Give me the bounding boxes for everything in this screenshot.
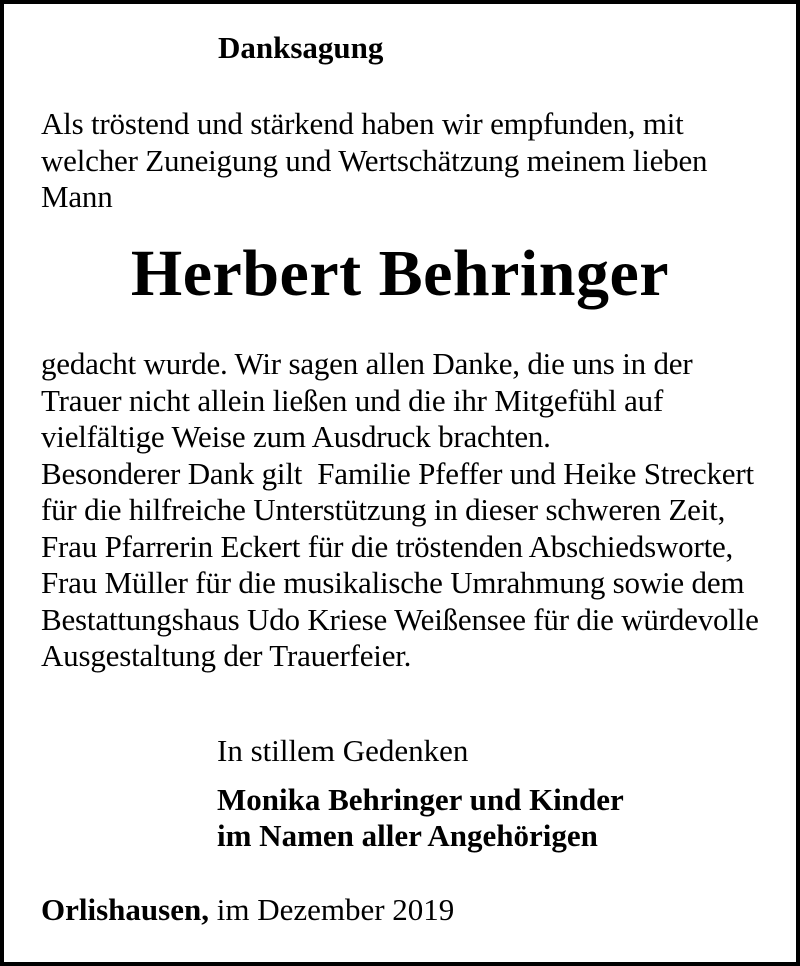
signer-line: Monika Behringer und Kinder bbox=[217, 782, 624, 817]
intro-line: welcher Zuneigung und Wertschätzung meinem lieben bbox=[41, 142, 708, 178]
body-line: Bestattungshaus Udo Kriese Weißensee für die würdevolle bbox=[41, 601, 759, 637]
body-line: Ausgestaltung der Trauerfeier. bbox=[41, 638, 412, 673]
body-line: für die hilfreiche Unterstützung in dieser schweren Zeit, bbox=[41, 492, 726, 527]
body-line: gedacht wurde. Wir sagen allen Danke, die uns in der bbox=[41, 346, 693, 381]
body-line: Frau Pfarrerin Eckert für die tröstenden Abschiedsworte, bbox=[41, 528, 734, 564]
intro-line: Als tröstend und stärkend haben wir empfunden, mit bbox=[41, 106, 684, 141]
place-and-date bbox=[41, 890, 454, 930]
body-line: Trauer nicht allein ließen und die ihr Mitgefühl auf bbox=[41, 382, 664, 418]
intro-line: Mann bbox=[41, 179, 113, 214]
intro-text bbox=[41, 106, 707, 216]
deceased-name: Herbert Behringer bbox=[130, 237, 670, 310]
body-line: Frau Müller für die musikalische Umrahmung sowie dem bbox=[41, 565, 745, 600]
signer-line: im Namen aller Angehörigen bbox=[217, 818, 598, 853]
signers bbox=[217, 782, 624, 854]
closing-phrase: In stillem Gedenken bbox=[217, 733, 469, 768]
body-text bbox=[41, 346, 759, 675]
place: Orlishausen, bbox=[41, 892, 209, 927]
body-line: Besonderer Dank gilt Familie Pfeffer und Heike Streckert bbox=[41, 455, 754, 491]
body-line: vielfältige Weise zum Ausdruck brachten. bbox=[41, 419, 551, 454]
notice-heading: Danksagung bbox=[218, 30, 384, 65]
date: im Dezember 2019 bbox=[208, 892, 455, 927]
